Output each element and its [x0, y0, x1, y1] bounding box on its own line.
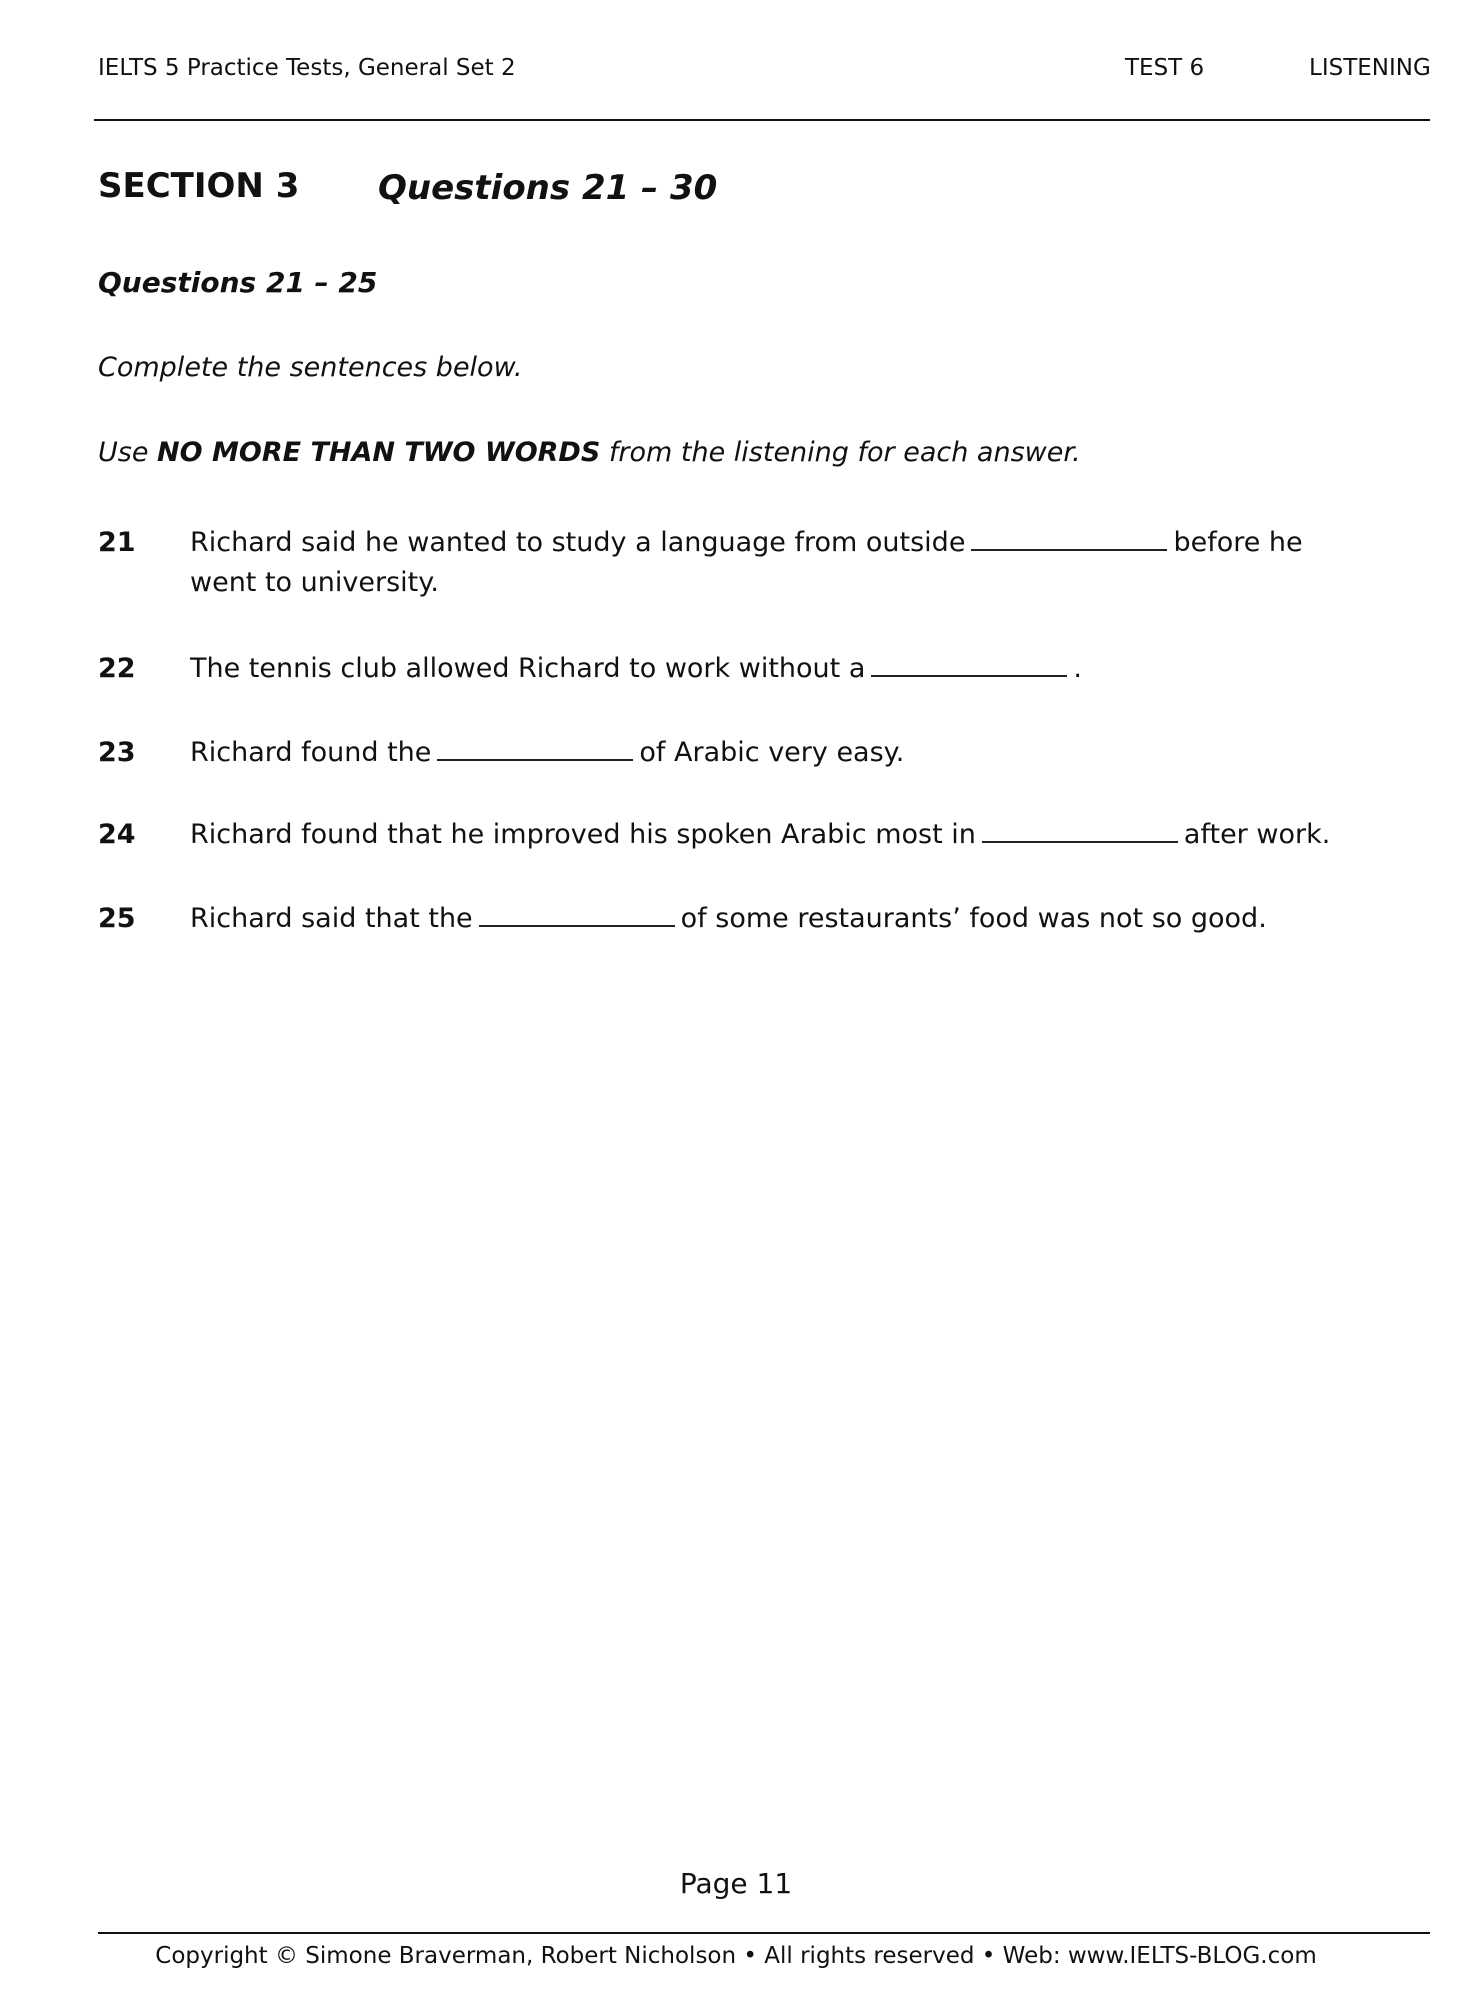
- answer-blank[interactable]: [479, 903, 675, 927]
- rule-emphasis: NO MORE THAN TWO WORDS: [157, 437, 601, 468]
- copyright-line: Copyright © Simone Braverman, Robert Nicholson • All rights reserved • Web: www.IELTS-BLOG.com: [155, 1943, 1317, 1969]
- rule-prefix: Use: [98, 437, 149, 468]
- question-number: 22: [98, 653, 136, 684]
- question-text-after: .: [1073, 653, 1082, 684]
- book-title: IELTS 5 Practice Tests, General Set 2: [98, 55, 516, 81]
- question-number: 25: [98, 903, 136, 934]
- question-text-before: Richard said that the: [190, 903, 473, 934]
- question-text-before: Richard found the: [190, 737, 432, 768]
- answer-blank[interactable]: [437, 737, 633, 761]
- footer-divider: [98, 1932, 1430, 1934]
- answer-blank[interactable]: [871, 653, 1067, 677]
- question-text: [190, 523, 1350, 603]
- question-text: [190, 733, 1350, 773]
- question-text: [190, 815, 1350, 855]
- question-text-line2: went to university.: [190, 567, 439, 598]
- rule-suffix: from the listening for each answer.: [608, 437, 1081, 468]
- test-label: TEST 6: [1125, 55, 1205, 81]
- module-label: LISTENING: [1309, 55, 1431, 81]
- question-text: [190, 899, 1350, 939]
- word-limit-rule: [98, 437, 1081, 468]
- section-questions: Questions 21 – 30: [378, 168, 718, 208]
- header-divider: [94, 119, 1430, 121]
- question-text-before: Richard found that he improved his spoken Arabic most in: [190, 819, 976, 850]
- part-title: Questions 21 – 25: [98, 266, 378, 299]
- section-title: SECTION 3: [98, 166, 300, 206]
- question-text-after: of some restaurants’ food was not so good.: [680, 903, 1267, 934]
- answer-blank[interactable]: [982, 819, 1178, 843]
- question-text-before: The tennis club allowed Richard to work without a: [190, 653, 866, 684]
- question-text-after: before he: [1173, 527, 1303, 558]
- question-number: 24: [98, 819, 136, 850]
- instruction: Complete the sentences below.: [98, 352, 523, 383]
- page-number: Page 11: [679, 1867, 793, 1900]
- question-text-after: of Arabic very easy.: [639, 737, 905, 768]
- question-number: 23: [98, 737, 136, 768]
- question-text: [190, 649, 1350, 689]
- answer-blank[interactable]: [971, 527, 1167, 551]
- question-text-after: after work.: [1183, 819, 1331, 850]
- question-number: 21: [98, 527, 136, 558]
- question-text-before: Richard said he wanted to study a language from outside: [190, 527, 966, 558]
